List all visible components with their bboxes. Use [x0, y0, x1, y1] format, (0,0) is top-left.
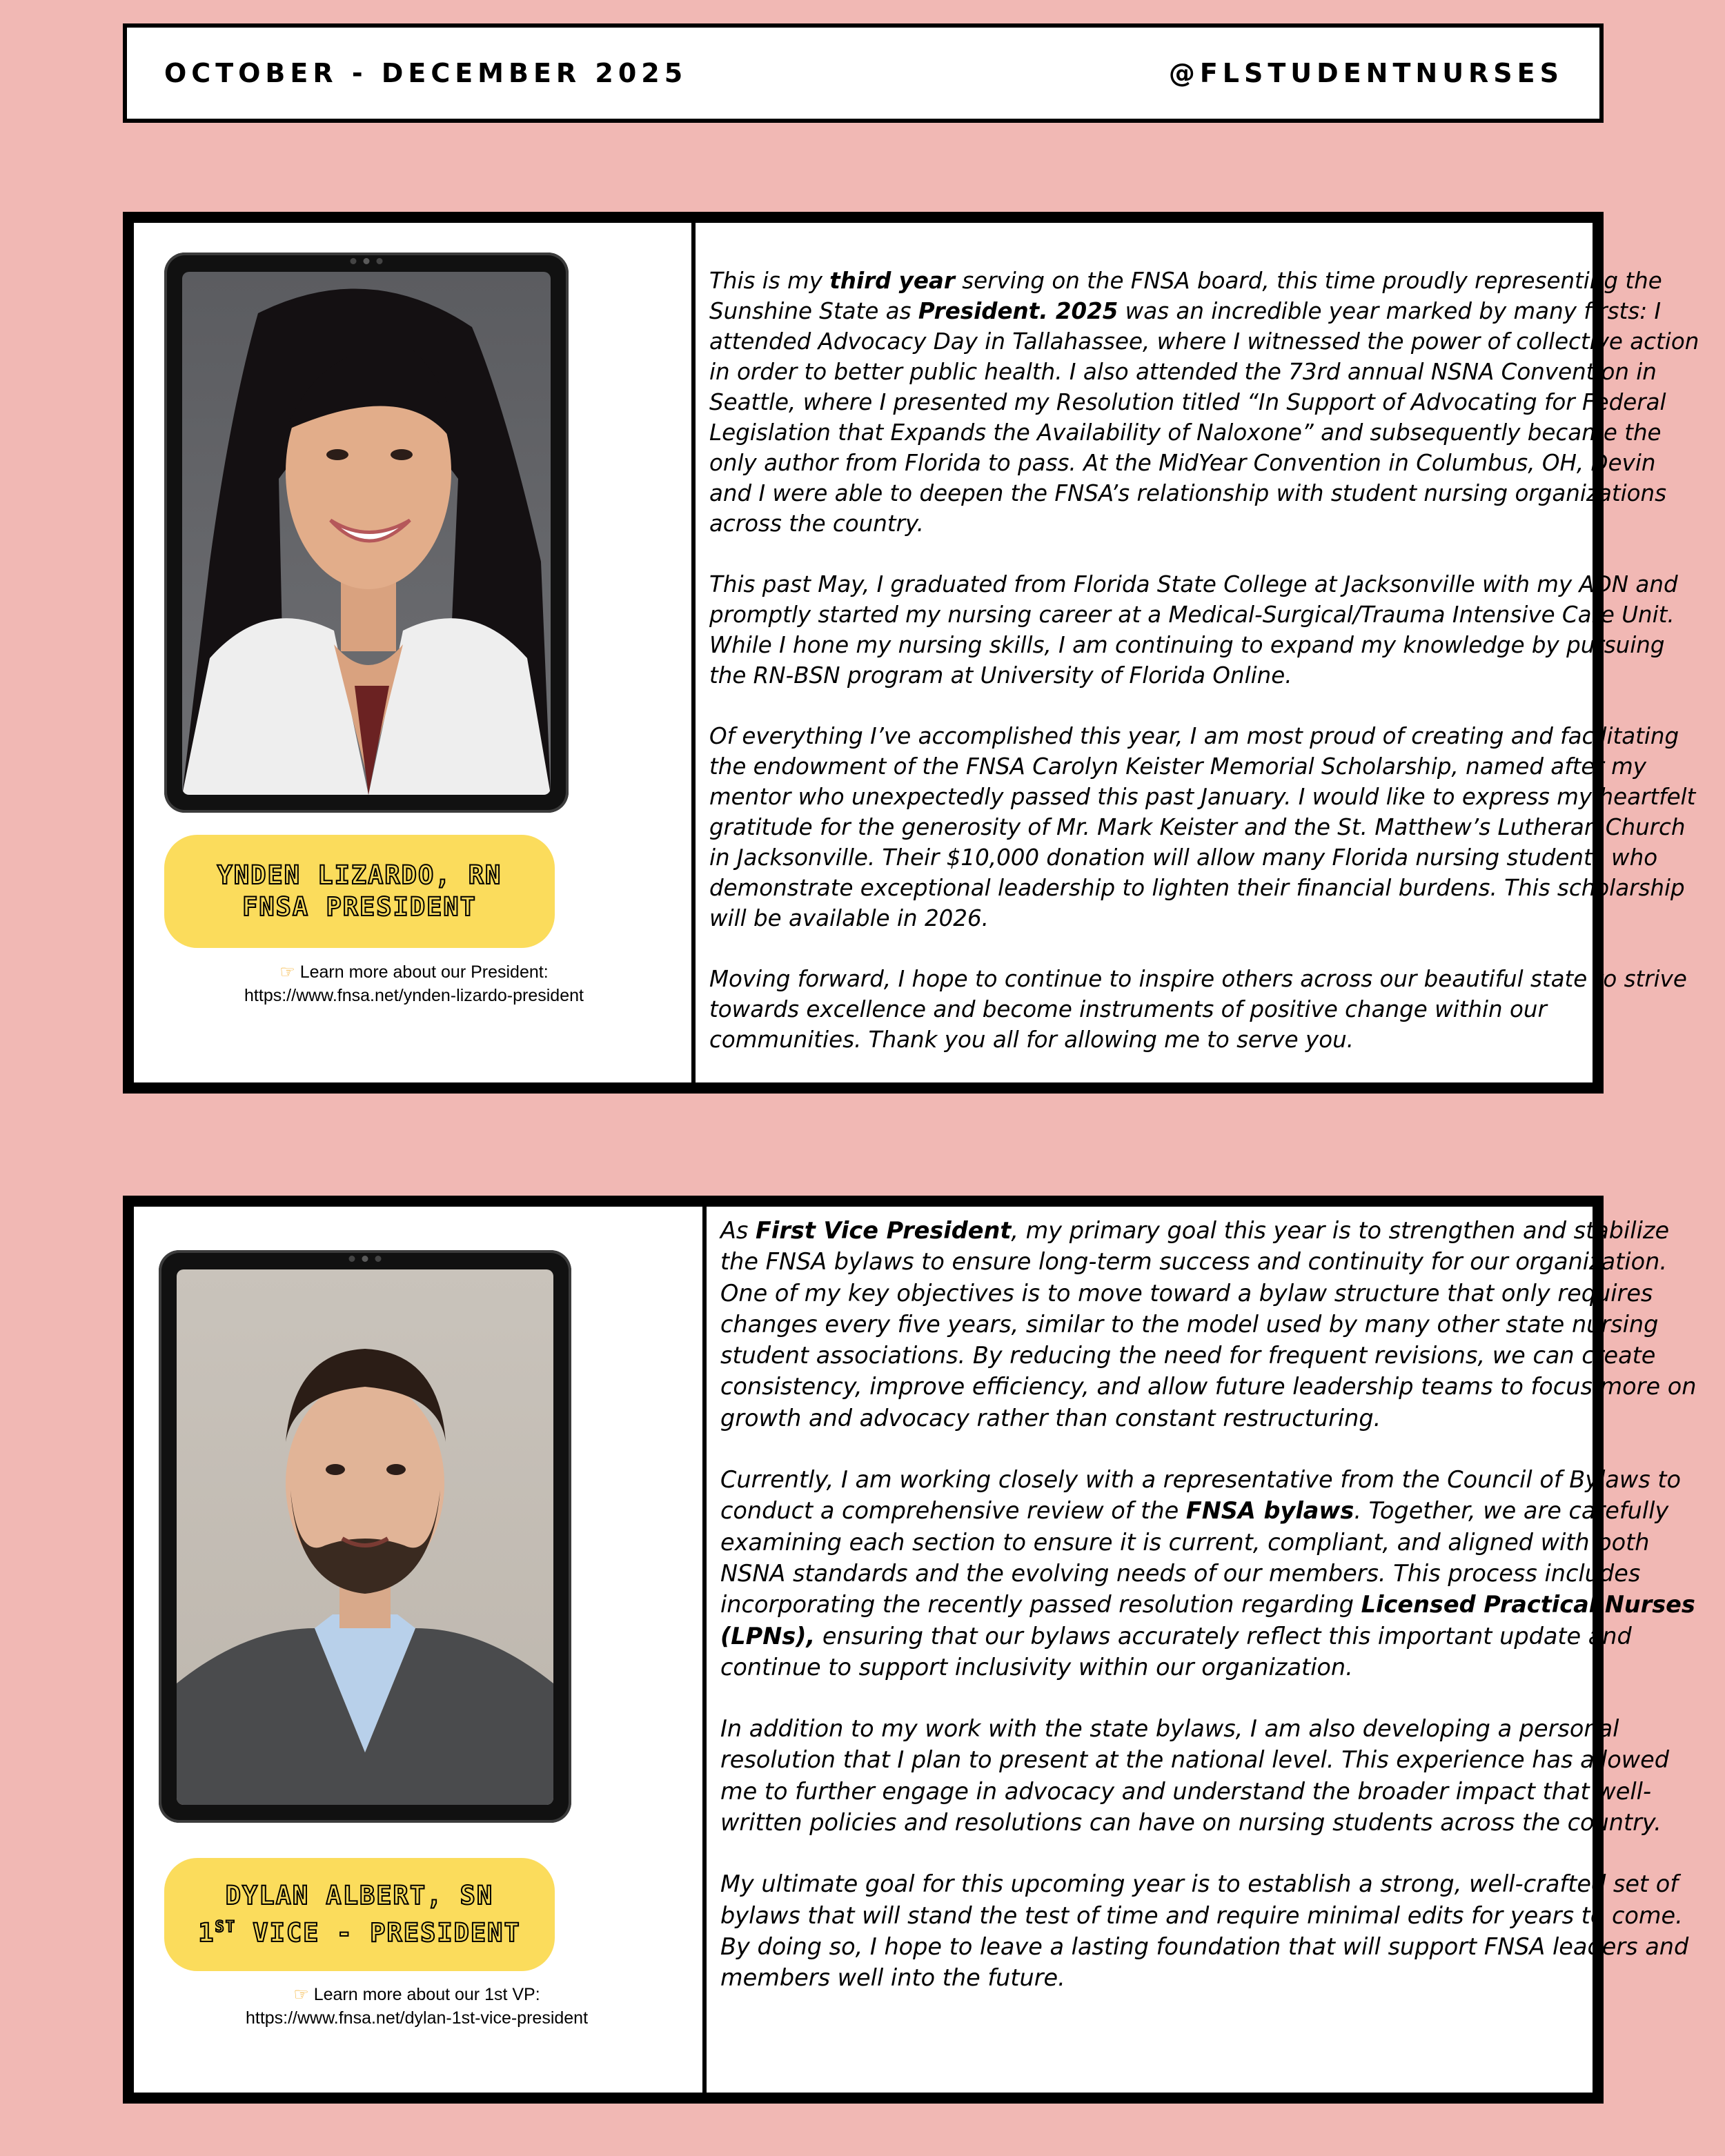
- card-divider: [691, 223, 696, 1082]
- vp-bio: [720, 1215, 1704, 1994]
- vp-learn-link[interactable]: https://www.fnsa.net/dylan-1st-vice-president: [245, 2008, 589, 2028]
- president-name: YNDEN LIZARDO, RN: [217, 860, 502, 890]
- president-name-badge: [164, 835, 555, 948]
- president-learn-link[interactable]: https://www.fnsa.net/ynden-lizardo-president: [244, 986, 584, 1005]
- president-learn-text: Learn more about our President:: [299, 962, 549, 982]
- vp-photo-frame: [159, 1250, 571, 1823]
- president-paragraph: Moving forward, I hope to continue to inspire others across our beautiful state to strive towards excellence and become instruments of positive change within our communities. Thank you all for allowing me to serve you.: [709, 966, 1695, 1053]
- card-divider: [702, 1207, 707, 2093]
- president-card: [123, 212, 1706, 1094]
- vp-learn-text: Learn more about our 1st VP:: [313, 1985, 540, 2004]
- pointing-hand-icon: ☞: [293, 1985, 309, 2004]
- vp-paragraph: In addition to my work with the state bylaws, I am also developing a personal resolution that I plan to present at the national level. This experience has allowed me to further engage in advocacy and understand the broader impact that well-written policies and resolutions can have on nursing students across the country.: [720, 1715, 1677, 1837]
- president-paragraph: Of everything I’ve accomplished this year, I am most proud of creating and facilitating the endowment of the FNSA Carolyn Keister Memorial Scholarship, named after my mentor who unexpectedly passed this past January. I would like to express my heartfelt gratitude for the generosity of Mr. Mark Keister and the St. Matthew’s Lutheran Church in Jacksonville. Their $10,000 donation will allow many Florida nursing students who demonstrate exceptional leadership to lighten their financial burdens. This scholarship will be available in 2026.: [709, 723, 1703, 931]
- vp-title: 1ST VICE - PRESIDENT: [198, 1918, 521, 1948]
- social-handle: @FLSTUDENTNURSES: [1168, 58, 1564, 88]
- date-range: OCTOBER - DECEMBER 2025: [164, 58, 688, 88]
- president-title: FNSA PRESIDENT: [242, 892, 477, 922]
- vp-paragraph: Currently, I am working closely with a representative from the Council of Bylaws to conduct a comprehensive review of the FNSA bylaws. Together, we are carefully examining each section to ensure it is current, compliant, and aligned with both NSNA standards and the evolving needs of our members. This process includes incorporating the recently passed resolution regarding Licensed Practical Nurses (LPNs), ensuring that our bylaws accurately reflect this important update and continue to support inclusivity within our organization.: [720, 1466, 1704, 1681]
- pointing-hand-icon: ☞: [279, 962, 295, 982]
- president-photo-frame: [164, 253, 569, 813]
- vp-photo: [177, 1269, 553, 1805]
- president-paragraph: This is my third year serving on the FNSA board, this time proudly representing the Sunshine State as President. 2025 was an incredible year marked by many firsts: I attended Advocacy Day in Tallahassee, where I witnessed the power of collective action in order to better public health. I also attended the 73rd annual NSNA Convention in Seattle, where I presented my Resolution titled “In Support of Advocating for Federal Legislation that Expands the Availability of Naloxone” and subsequently became the only author from Florida to pass. At the MidYear Convention in Columbus, OH, Devin and I were able to deepen the FNSA’s relationship with student nursing organizations across the country.: [709, 268, 1706, 537]
- vp-name: DYLAN ALBERT, SN: [225, 1881, 494, 1910]
- president-learn-more: [134, 960, 694, 1007]
- vp-card: [123, 1196, 1704, 2104]
- vp-paragraph: As First Vice President, my primary goal this year is to strengthen and stabilize the FNSA bylaws to ensure long-term success and continuity for our organization. One of my key objectives is to move toward a bylaw structure that only requires changes every five years, similar to the model used by many other state nursing student associations. By reducing the need for frequent revisions, we can create consistency, improve efficiency, and allow future leadership teams to focus more on growth and advocacy rather than constant restructuring.: [720, 1217, 1704, 1432]
- president-paragraph: This past May, I graduated from Florida State College at Jacksonville with my ADN and promptly started my nursing career at a Medical-Surgical/Trauma Intensive Care Unit. While I hone my nursing skills, I am continuing to expand my knowledge by pursuing the RN-BSN program at University of Florida Online.: [709, 571, 1685, 689]
- vp-learn-more: [134, 1983, 700, 2030]
- header-banner: [123, 23, 1604, 123]
- president-bio: [709, 266, 1706, 1055]
- vp-name-badge: [164, 1858, 555, 1971]
- vp-paragraph: My ultimate goal for this upcoming year is to establish a strong, well-crafted set of bylaws that will stand the test of time and require minimal edits for years to come. By doing so, I hope to leave a lasting foundation that will support FNSA leaders and members well into the future.: [720, 1870, 1696, 1992]
- president-photo: [182, 272, 551, 795]
